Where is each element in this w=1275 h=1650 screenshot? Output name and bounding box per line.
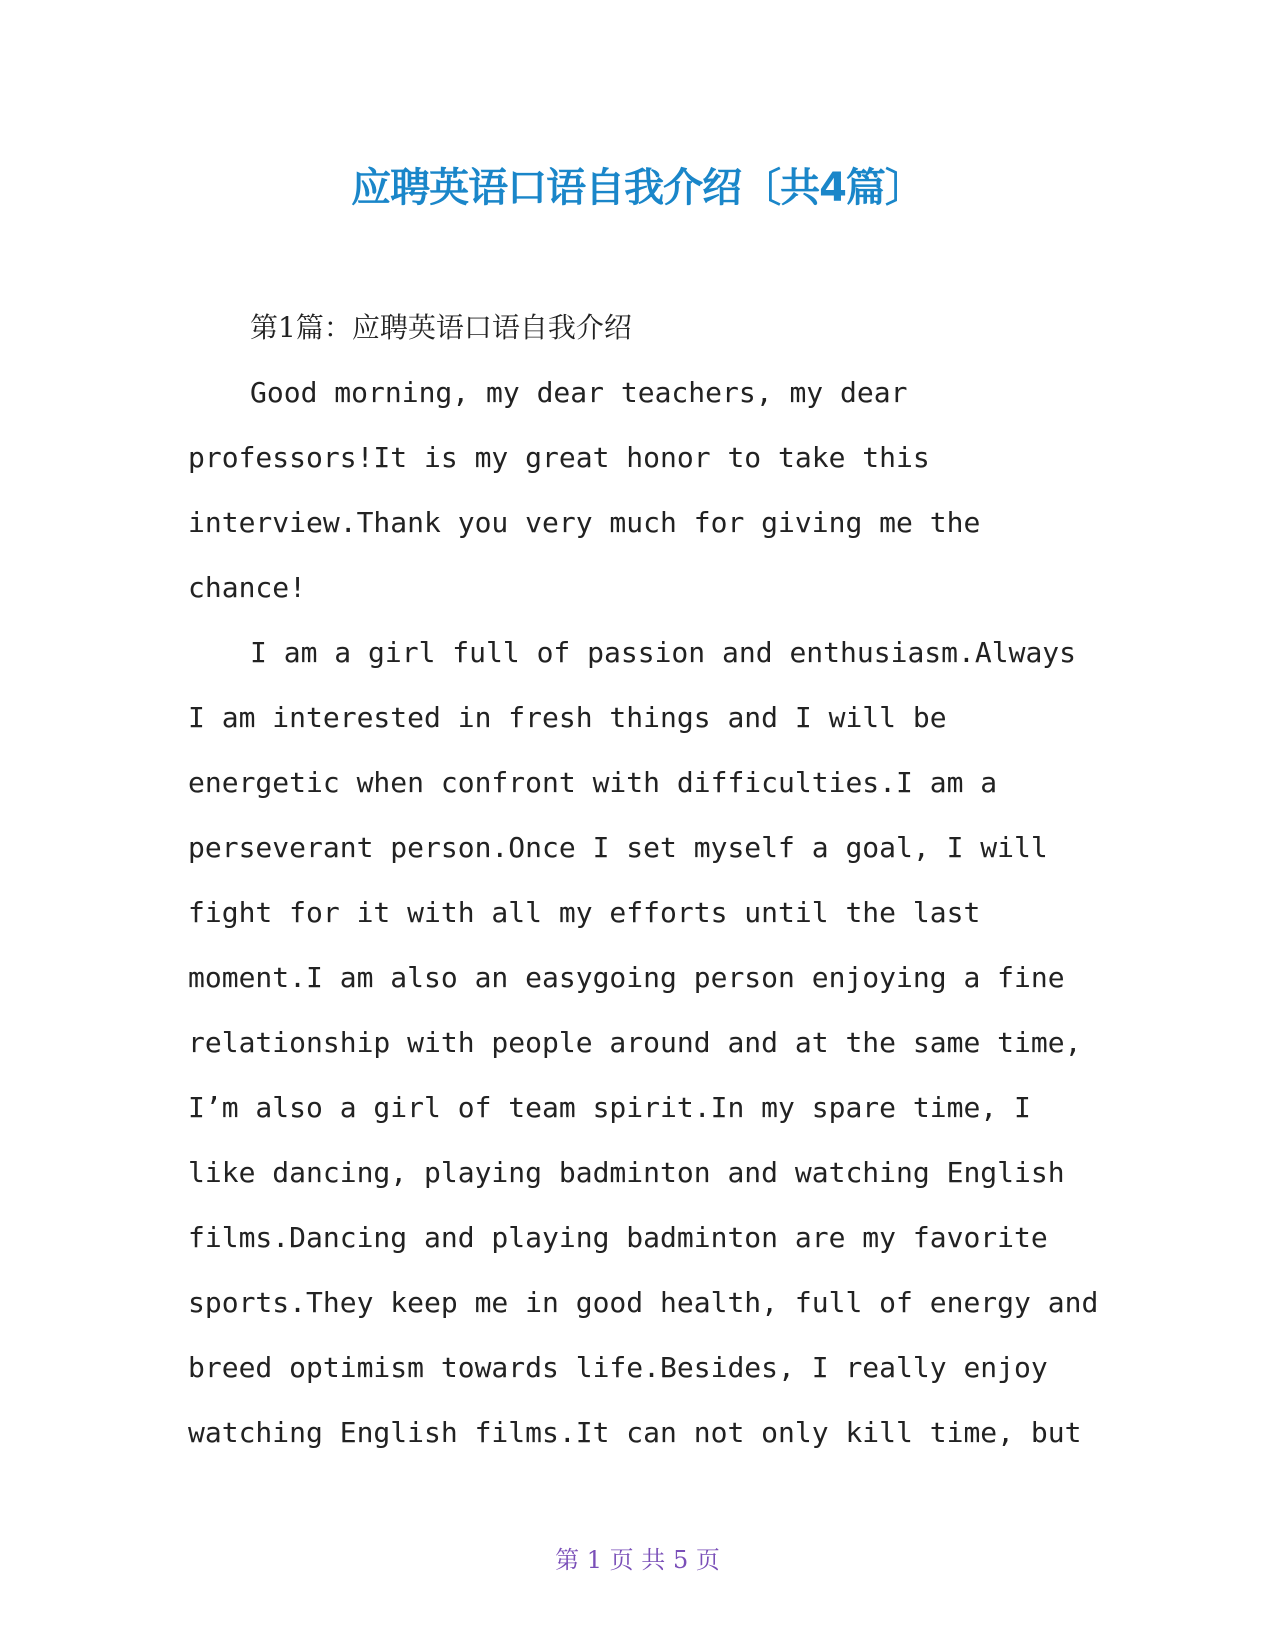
page-footer: 第 1 页 共 5 页 xyxy=(555,1546,720,1574)
paragraph-line: relationship with people around and at the same time, xyxy=(188,1026,1082,1059)
paragraph-line: watching English films.It can not only kill time, but xyxy=(188,1416,1082,1449)
paragraph-line: I’m also a girl of team spirit.In my spare time, I xyxy=(188,1091,1031,1124)
paragraph-line: I am a girl full of passion and enthusiasm.Always xyxy=(250,636,1077,669)
document-body xyxy=(188,295,1118,1465)
paragraph-line: professors!It is my great honor to take this xyxy=(188,441,930,474)
section-heading: 第1篇：应聘英语口语自我介绍 xyxy=(250,311,632,344)
paragraph-line: breed optimism towards life.Besides, I really enjoy xyxy=(188,1351,1048,1384)
document-title: 应聘英语口语自我介绍〔共4篇〕 xyxy=(351,165,924,211)
paragraph-line: moment.I am also an easygoing person enjoying a fine xyxy=(188,961,1065,994)
paragraph-line: Good morning, my dear teachers, my dear xyxy=(250,376,908,409)
paragraph-line: chance! xyxy=(188,571,307,604)
paragraph-line: I am interested in fresh things and I will be xyxy=(188,701,947,734)
paragraph-line: energetic when confront with difficulties.I am a xyxy=(188,766,998,799)
paragraph-line: interview.Thank you very much for giving me the xyxy=(188,506,981,539)
paragraph-line: films.Dancing and playing badminton are my favorite xyxy=(188,1221,1048,1254)
paragraph-line: fight for it with all my efforts until the last xyxy=(188,896,981,929)
paragraph-line: like dancing, playing badminton and watching English xyxy=(188,1156,1065,1189)
paragraph-line: sports.They keep me in good health, full of energy and xyxy=(188,1286,1099,1319)
paragraph-line: perseverant person.Once I set myself a goal, I will xyxy=(188,831,1048,864)
